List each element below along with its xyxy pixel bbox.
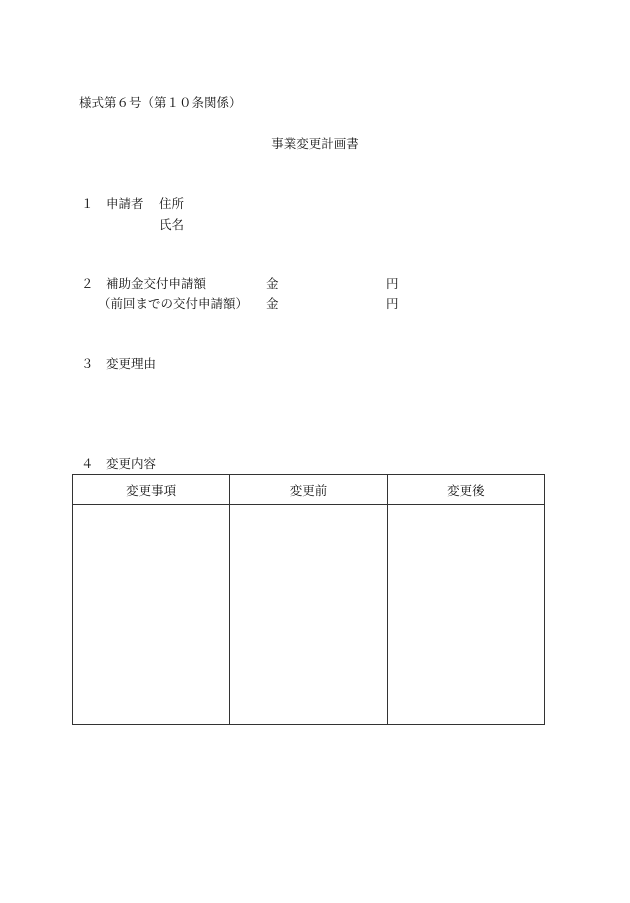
after-cell: [387, 505, 544, 725]
applicant-address-label: 住所: [159, 196, 185, 211]
column-header-change-item: 変更事項: [73, 475, 230, 505]
change-content-table: [72, 474, 545, 725]
before-cell: [230, 505, 387, 725]
change-item-cell: [73, 505, 230, 725]
column-header-after: 変更後: [387, 475, 544, 505]
section2-number: ２: [81, 276, 94, 291]
document-title: 事業変更計画書: [271, 136, 359, 151]
previous-amount-suffix: 円: [386, 296, 399, 311]
section3-heading: 変更理由: [106, 356, 157, 371]
subsidy-amount-label: 補助金交付申請額: [106, 276, 207, 291]
previous-amount-label: （前回までの交付申請額）: [98, 296, 249, 311]
section4-number: ４: [81, 456, 94, 471]
section4-heading: 変更内容: [106, 456, 157, 471]
section1-number: １: [81, 196, 94, 211]
subsidy-amount-suffix: 円: [386, 276, 399, 291]
form-number: 様式第６号（第１０条関係）: [79, 95, 242, 110]
section3-number: ３: [81, 356, 94, 371]
table-row: [73, 505, 545, 725]
applicant-name-label: 氏名: [159, 217, 185, 232]
table-header-row: [73, 475, 545, 505]
section1-heading: 申請者: [106, 196, 144, 211]
column-header-before: 変更前: [230, 475, 387, 505]
previous-amount-prefix: 金: [266, 296, 279, 311]
subsidy-amount-prefix: 金: [266, 276, 279, 291]
